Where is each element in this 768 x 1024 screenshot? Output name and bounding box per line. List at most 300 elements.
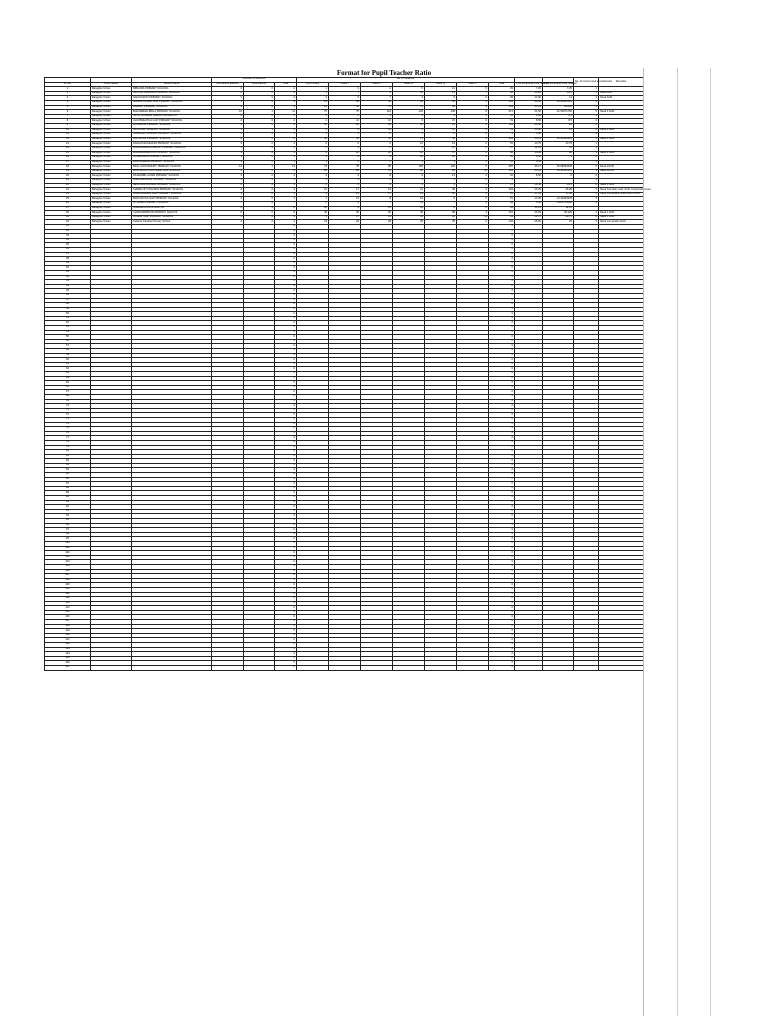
cell-school: BARUMANDANI PRIMARY SCHOOL xyxy=(132,179,212,184)
cell-sl-no: 28 xyxy=(45,211,91,216)
cell-school: NEW AURORANDA PRIMARY SCHOOL xyxy=(132,183,212,188)
cell-total-students: 0 xyxy=(489,519,515,524)
cell-sl-no: 74 xyxy=(45,422,91,427)
cell-ptr-excl: 2.50 xyxy=(515,114,543,119)
header-class-3: Class III xyxy=(393,82,425,87)
cell-pre-primary: 1 xyxy=(297,197,329,202)
cell-ptr-excl: 8.50 xyxy=(515,174,543,179)
cell-sl-no: 93 xyxy=(45,509,91,514)
cell-class-3: 6 xyxy=(393,174,425,179)
cell-total-students: 0 xyxy=(489,473,515,478)
cell-class-5: 0 xyxy=(457,206,489,211)
cell-sl-no: 31 xyxy=(45,225,91,230)
cell-sl-no: 18 xyxy=(45,165,91,170)
cell-class-5: 0 xyxy=(457,183,489,188)
cell-total-students: 0 xyxy=(489,555,515,560)
cell-class-2: 3 xyxy=(361,156,393,161)
cell-ptr-incl: 22.75 xyxy=(543,215,574,220)
cell-sl-no: 30 xyxy=(45,220,91,225)
cell-total-students: 0 xyxy=(489,546,515,551)
cell-total-students: 0 xyxy=(489,532,515,537)
cell-para: 0 xyxy=(244,119,275,124)
cell-rooms xyxy=(574,666,599,671)
cell-sl-no: 114 xyxy=(45,606,91,611)
cell-total-students: 0 xyxy=(489,252,515,257)
cell-class-5: 0 xyxy=(457,220,489,225)
cell-pre-primary: 1 xyxy=(297,119,329,124)
cell-permanent: 3 xyxy=(212,151,244,156)
cell-ptr-incl: 7.25 xyxy=(543,87,574,92)
cell-total-teachers: 0 xyxy=(275,330,297,335)
cell-total-students: 0 xyxy=(489,266,515,271)
cell-total-teachers: 0 xyxy=(275,238,297,243)
cell-total-teachers: 0 xyxy=(275,280,297,285)
cell-sl-no: 39 xyxy=(45,261,91,266)
cell-total-students: 0 xyxy=(489,229,515,234)
cell-circle: Baragher Urban xyxy=(91,128,132,133)
cell-rooms: 2 xyxy=(574,183,599,188)
cell-school xyxy=(132,666,212,671)
cell-rooms: 6 xyxy=(574,105,599,110)
cell-circle: Baragher Urban xyxy=(91,165,132,170)
cell-total-students: 0 xyxy=(489,390,515,395)
cell-permanent: 7 xyxy=(212,202,244,207)
cell-total-students: 0 xyxy=(489,537,515,542)
cell-circle: Baragher Urban xyxy=(91,192,132,197)
cell-total-students: 201 xyxy=(489,211,515,216)
cell-total-teachers: 0 xyxy=(275,257,297,262)
cell-total-teachers: 0 xyxy=(275,574,297,579)
cell-class-1: 39 xyxy=(329,211,361,216)
cell-school: SURESHA SUNDAR PRIMARY SCHOOL xyxy=(132,133,212,138)
cell-school: KUSHIP GGP PRIMARY SCHOOL xyxy=(132,215,212,220)
empty-columns xyxy=(643,68,710,1016)
cell-class-4: 20 xyxy=(425,192,457,197)
cell-total-students: 0 xyxy=(489,454,515,459)
cell-sl-no: 13 xyxy=(45,142,91,147)
cell-class-5: 0 xyxy=(457,142,489,147)
cell-pre-primary: 6 xyxy=(297,142,329,147)
cell-school: PAUL CHOUDHURY PRIMARY SCHOOL xyxy=(132,165,212,170)
cell-rooms: 1 xyxy=(574,142,599,147)
cell-permanent: 2 xyxy=(212,87,244,92)
cell-sl-no: 71 xyxy=(45,408,91,413)
cell-total-teachers: 0 xyxy=(275,266,297,271)
cell-total-teachers: 2 xyxy=(275,114,297,119)
cell-class-4: 15 xyxy=(425,119,457,124)
cell-sl-no: 92 xyxy=(45,505,91,510)
cell-class-1: 18 xyxy=(329,151,361,156)
cell-class-3: 16 xyxy=(393,142,425,147)
header-ptr-incl: PTR excluding Para Teacher xyxy=(544,81,577,85)
cell-sl-no: 62 xyxy=(45,367,91,372)
cell-school: Jahanar Pandas Primary School xyxy=(132,220,212,225)
cell-total-teachers: 0 xyxy=(275,367,297,372)
cell-sl-no: 7 xyxy=(45,114,91,119)
cell-total-teachers: 0 xyxy=(275,629,297,634)
cell-class-5: 0 xyxy=(457,114,489,119)
cell-class-1: 29 xyxy=(329,220,361,225)
cell-permanent: 3 xyxy=(212,160,244,165)
cell-sl-no: 52 xyxy=(45,321,91,326)
cell-class-2: 60 xyxy=(361,211,393,216)
cell-sl-no: 40 xyxy=(45,266,91,271)
cell-total-teachers: 0 xyxy=(275,610,297,615)
cell-class-5: 0 xyxy=(457,133,489,138)
cell-school: DAKHIN BANDHUNI PRIMARY SCHOOL xyxy=(132,142,212,147)
cell-sl-no: 70 xyxy=(45,404,91,409)
cell-circle: Baragher Urban xyxy=(91,133,132,138)
cell-rooms: 2 xyxy=(574,156,599,161)
cell-total-teachers: 0 xyxy=(275,358,297,363)
cell-total-students: 0 xyxy=(489,413,515,418)
cell-class-4: 13 xyxy=(425,174,457,179)
cell-sl-no: 69 xyxy=(45,399,91,404)
cell-pre-primary: 2 xyxy=(297,114,329,119)
cell-sl-no: 111 xyxy=(45,592,91,597)
cell-sl-no: 110 xyxy=(45,587,91,592)
cell-rooms: 2 xyxy=(574,114,599,119)
cell-total-students: 0 xyxy=(489,528,515,533)
cell-pre-primary xyxy=(297,666,329,671)
cell-class-4: 25 xyxy=(425,220,457,225)
cell-total-students: 0 xyxy=(489,353,515,358)
cell-rooms: 3 xyxy=(574,160,599,165)
cell-total-teachers: 0 xyxy=(275,427,297,432)
cell-ptr-excl: 9.00 xyxy=(515,156,543,161)
cell-class-3: 6 xyxy=(393,128,425,133)
cell-sl-no: 37 xyxy=(45,252,91,257)
cell-total-students: 91 xyxy=(489,215,515,220)
cell-class-2: 3 xyxy=(361,114,393,119)
cell-sl-no: 100 xyxy=(45,541,91,546)
cell-ptr-incl: 6.285714286 xyxy=(543,202,574,207)
cell-school: NPNO SUNDAR NAMCO NOSAPITH xyxy=(132,114,212,119)
header-rooms: No. of rooms used as classroom xyxy=(574,78,599,87)
cell-rooms: 3 xyxy=(574,197,599,202)
cell-sl-no: 47 xyxy=(45,298,91,303)
cell-school: BANABIGIMIDJONI PRIMARY SCHOOL xyxy=(132,151,212,156)
cell-circle: Baragher Urban xyxy=(91,174,132,179)
cell-total-teachers: 7 xyxy=(275,202,297,207)
cell-class-2: 115 xyxy=(361,110,393,115)
cell-class-4: 10 xyxy=(425,128,457,133)
cell-total-teachers: 0 xyxy=(275,496,297,501)
cell-total-teachers: 0 xyxy=(275,413,297,418)
cell-sl-no: 101 xyxy=(45,546,91,551)
cell-remarks xyxy=(599,666,644,671)
cell-school: PANCHABALA PRIMARY SCHOOL xyxy=(132,160,212,165)
cell-sl-no: 67 xyxy=(45,390,91,395)
cell-sl-no: 54 xyxy=(45,330,91,335)
cell-permanent: 3 xyxy=(212,96,244,101)
cell-total-teachers: 2 xyxy=(275,91,297,96)
cell-permanent: 3 xyxy=(212,100,244,105)
cell-school: PANCHAYAK GGP PRIMARY SCHOOL xyxy=(132,197,212,202)
header-ptr-excl: PTR excluding Para Teacher xyxy=(516,81,549,85)
cell-sl-no: 65 xyxy=(45,381,91,386)
cell-total-students: 0 xyxy=(489,293,515,298)
cell-total-teachers: 0 xyxy=(275,486,297,491)
header-class-2: Class II xyxy=(361,82,393,87)
cell-circle: Baragher Urban xyxy=(91,197,132,202)
cell-class-5: 5 xyxy=(457,87,489,92)
cell-school: RAJ&AMBLI HINDI PRIMARY SCHOOL xyxy=(132,174,212,179)
cell-total-students: 0 xyxy=(489,394,515,399)
cell-class-5: 14 xyxy=(457,215,489,220)
cell-class-5: 2 xyxy=(457,188,489,193)
cell-ptr-excl: 6.50 xyxy=(515,202,543,207)
cell-total-teachers: 0 xyxy=(275,666,297,671)
cell-total-teachers: 4 xyxy=(275,215,297,220)
cell-total-students: 0 xyxy=(489,541,515,546)
cell-remarks: Need boundary wall, ACR, Composite Grant xyxy=(600,187,651,191)
cell-para: 0 xyxy=(244,87,275,92)
cell-sl-no: 84 xyxy=(45,468,91,473)
cell-sl-no: 35 xyxy=(45,243,91,248)
cell-permanent xyxy=(212,666,244,671)
cell-sl-no: 120 xyxy=(45,633,91,638)
cell-class-4: 1 xyxy=(425,160,457,165)
cell-ptr-incl: 25.125 xyxy=(543,211,574,216)
cell-class-4: 3 xyxy=(425,114,457,119)
cell-total-teachers: 0 xyxy=(275,661,297,666)
cell-class-2: 0 xyxy=(361,133,393,138)
cell-total-teachers: 0 xyxy=(275,362,297,367)
cell-sl-no: 82 xyxy=(45,459,91,464)
cell-rooms: 1 xyxy=(574,179,599,184)
cell-class-3: 125 xyxy=(393,110,425,115)
cell-para: 0 xyxy=(244,146,275,151)
cell-total-students: 304 xyxy=(489,137,515,142)
cell-class-2: 1 xyxy=(361,160,393,165)
cell-class-1: 78 xyxy=(329,165,361,170)
cell-para: 0 xyxy=(244,188,275,193)
cell-total-teachers: 0 xyxy=(275,606,297,611)
cell-school: NAYA GGP PRIMARY SCHOOL xyxy=(132,128,212,133)
cell-total-students: 35 xyxy=(489,156,515,161)
cell-sl-no: 123 xyxy=(45,647,91,652)
cell-permanent: 2 xyxy=(212,123,244,128)
cell-circle: Baragher Urban xyxy=(91,151,132,156)
cell-total-students: 0 xyxy=(489,261,515,266)
cell-ptr-excl xyxy=(515,666,543,671)
cell-permanent: 10 xyxy=(212,110,244,115)
cell-permanent: 4 xyxy=(212,192,244,197)
cell-class-1: 38 xyxy=(329,100,361,105)
cell-ptr-incl: 12.33333333 xyxy=(543,197,574,202)
cell-total-students: 0 xyxy=(489,560,515,565)
cell-sl-no: 106 xyxy=(45,569,91,574)
cell-total-students: 0 xyxy=(489,610,515,615)
cell-total-teachers: 0 xyxy=(275,247,297,252)
cell-ptr-excl: 13.25 xyxy=(515,197,543,202)
cell-sl-no: 63 xyxy=(45,372,91,377)
cell-total-students: 0 xyxy=(489,564,515,569)
cell-class-2: 10 xyxy=(361,119,393,124)
cell-class-2: 28 xyxy=(361,220,393,225)
cell-total-students: 115 xyxy=(489,169,515,174)
cell-para: 0 xyxy=(244,197,275,202)
cell-total-students: 0 xyxy=(489,597,515,602)
cell-ptr-excl: 13.00 xyxy=(515,91,543,96)
cell-circle: Baragher Urban xyxy=(91,183,132,188)
cell-para: 0 xyxy=(244,123,275,128)
cell-circle: Baragher Urban xyxy=(91,160,132,165)
cell-circle: Baragher Urban xyxy=(91,100,132,105)
cell-class-5: 0 xyxy=(457,179,489,184)
cell-sl-no: 2 xyxy=(45,91,91,96)
cell-total-students: 0 xyxy=(489,491,515,496)
cell-para: 0 xyxy=(244,183,275,188)
cell-permanent: 1 xyxy=(212,179,244,184)
cell-class-5: 0 xyxy=(457,123,489,128)
cell-class-5: 3 xyxy=(457,211,489,216)
cell-class-2: 7 xyxy=(361,96,393,101)
cell-total-teachers: 4 xyxy=(275,192,297,197)
cell-remarks: Need 2ACR xyxy=(599,169,644,174)
cell-ptr-excl: 11.33 xyxy=(515,146,543,151)
cell-permanent: 1 xyxy=(212,128,244,133)
cell-class-5: 8 xyxy=(457,110,489,115)
cell-class-5: 7 xyxy=(457,91,489,96)
cell-class-1: 15 xyxy=(329,197,361,202)
cell-total-teachers: 0 xyxy=(275,303,297,308)
cell-total-teachers: 4 xyxy=(275,220,297,225)
cell-ptr-excl: 33.63 xyxy=(515,105,543,110)
cell-total-students: 0 xyxy=(489,624,515,629)
cell-total-students: 0 xyxy=(489,661,515,666)
cell-sl-no: 26 xyxy=(45,202,91,207)
cell-class-1: 1 xyxy=(329,133,361,138)
cell-class-5 xyxy=(457,666,489,671)
cell-total-teachers: 8 xyxy=(275,137,297,142)
cell-class-5: 0 xyxy=(457,165,489,170)
cell-total-students: 0 xyxy=(489,427,515,432)
cell-rooms: 4 xyxy=(574,202,599,207)
cell-class-1: 5 xyxy=(329,202,361,207)
cell-total-teachers: 0 xyxy=(275,312,297,317)
cell-sl-no: 25 xyxy=(45,197,91,202)
cell-sl-no: 118 xyxy=(45,624,91,629)
cell-sl-no: 115 xyxy=(45,610,91,615)
cell-class-1: 9 xyxy=(329,206,361,211)
cell-total-teachers: 0 xyxy=(275,551,297,556)
cell-class-5: 0 xyxy=(457,174,489,179)
cell-class-2: 2 xyxy=(361,87,393,92)
cell-class-3: 23 xyxy=(393,206,425,211)
cell-total-students: 0 xyxy=(489,362,515,367)
cell-total-students: 0 xyxy=(489,326,515,331)
cell-total-students: 0 xyxy=(489,450,515,455)
cell-sl-no: 49 xyxy=(45,307,91,312)
cell-class-3: 40 xyxy=(393,211,425,216)
cell-school: JALISPPAL PRIMARY SCHOOL xyxy=(132,137,212,142)
cell-total-students: 0 xyxy=(489,417,515,422)
cell-remarks: Need 1 ACR xyxy=(599,183,644,188)
cell-ptr-incl: 8 xyxy=(543,174,574,179)
cell-pre-primary: 75 xyxy=(297,110,329,115)
cell-total-students: 0 xyxy=(489,523,515,528)
cell-total-teachers: 0 xyxy=(275,376,297,381)
cell-para: 1 xyxy=(244,110,275,115)
cell-class-5: 6 xyxy=(457,100,489,105)
cell-sl-no: 86 xyxy=(45,477,91,482)
cell-para: 0 xyxy=(244,96,275,101)
cell-sl-no: 43 xyxy=(45,280,91,285)
cell-circle: Baragher Urban xyxy=(91,206,132,211)
cell-sl-no: 27 xyxy=(45,206,91,211)
cell-sl-no: 16 xyxy=(45,156,91,161)
cell-total-students: 42 xyxy=(489,91,515,96)
cell-total-students: 0 xyxy=(489,225,515,230)
cell-sl-no: 4 xyxy=(45,100,91,105)
cell-sl-no: 126 xyxy=(45,661,91,666)
cell-permanent: 3 xyxy=(212,146,244,151)
header-circle: Circle Name xyxy=(91,82,132,87)
cell-sl-no: 58 xyxy=(45,349,91,354)
cell-total-teachers: 0 xyxy=(275,372,297,377)
cell-total-students: 0 xyxy=(489,574,515,579)
cell-total-students: 0 xyxy=(489,629,515,634)
cell-remarks: Need 1 ACR xyxy=(599,215,644,220)
cell-ptr-excl: 17.33 xyxy=(515,192,543,197)
cell-pre-primary: 18 xyxy=(297,123,329,128)
cell-total-teachers: 0 xyxy=(275,440,297,445)
cell-class-1: 17 xyxy=(329,215,361,220)
cell-ptr-incl: 35.33333333 xyxy=(543,100,574,105)
cell-sl-no: 5 xyxy=(45,105,91,110)
cell-rooms: 2 xyxy=(574,128,599,133)
cell-class-5: 0 xyxy=(457,156,489,161)
cell-total-teachers: 0 xyxy=(275,321,297,326)
cell-circle: Baragher Urban xyxy=(91,146,132,151)
cell-sl-no: 76 xyxy=(45,431,91,436)
cell-class-5: 6 xyxy=(457,137,489,142)
cell-class-1: 75 xyxy=(329,110,361,115)
cell-circle: Baragher Urban xyxy=(91,110,132,115)
cell-class-3: 1 xyxy=(393,133,425,138)
cell-sl-no: 97 xyxy=(45,528,91,533)
cell-total-teachers: 0 xyxy=(275,399,297,404)
cell-circle: Baragher Urban xyxy=(91,202,132,207)
cell-circle: Baragher Urban xyxy=(91,123,132,128)
ptr-table xyxy=(44,77,651,671)
header-total-s: Total xyxy=(489,82,515,87)
cell-sl-no: 85 xyxy=(45,473,91,478)
cell-pre-primary: 20 xyxy=(297,169,329,174)
cell-ptr-incl: 45.33333333 xyxy=(543,137,574,142)
cell-ptr-incl: 15 xyxy=(543,128,574,133)
header-class-5: Class V xyxy=(457,82,489,87)
cell-para: 0 xyxy=(244,202,275,207)
cell-sl-no: 79 xyxy=(45,445,91,450)
cell-class-5: 15 xyxy=(457,169,489,174)
cell-class-3: 16 xyxy=(393,215,425,220)
cell-ptr-incl: 26 xyxy=(543,123,574,128)
cell-total-teachers: 1 xyxy=(275,179,297,184)
cell-sl-no: 56 xyxy=(45,339,91,344)
cell-class-5: 0 xyxy=(457,128,489,133)
cell-class-1: 42 xyxy=(329,105,361,110)
cell-sl-no: 83 xyxy=(45,463,91,468)
cell-pre-primary: 25 xyxy=(297,100,329,105)
cell-sl-no: 48 xyxy=(45,303,91,308)
cell-permanent: 3 xyxy=(212,156,244,161)
cell-total-students: 0 xyxy=(489,344,515,349)
cell-total-students: 0 xyxy=(489,578,515,583)
cell-rooms: 1 xyxy=(574,87,599,92)
